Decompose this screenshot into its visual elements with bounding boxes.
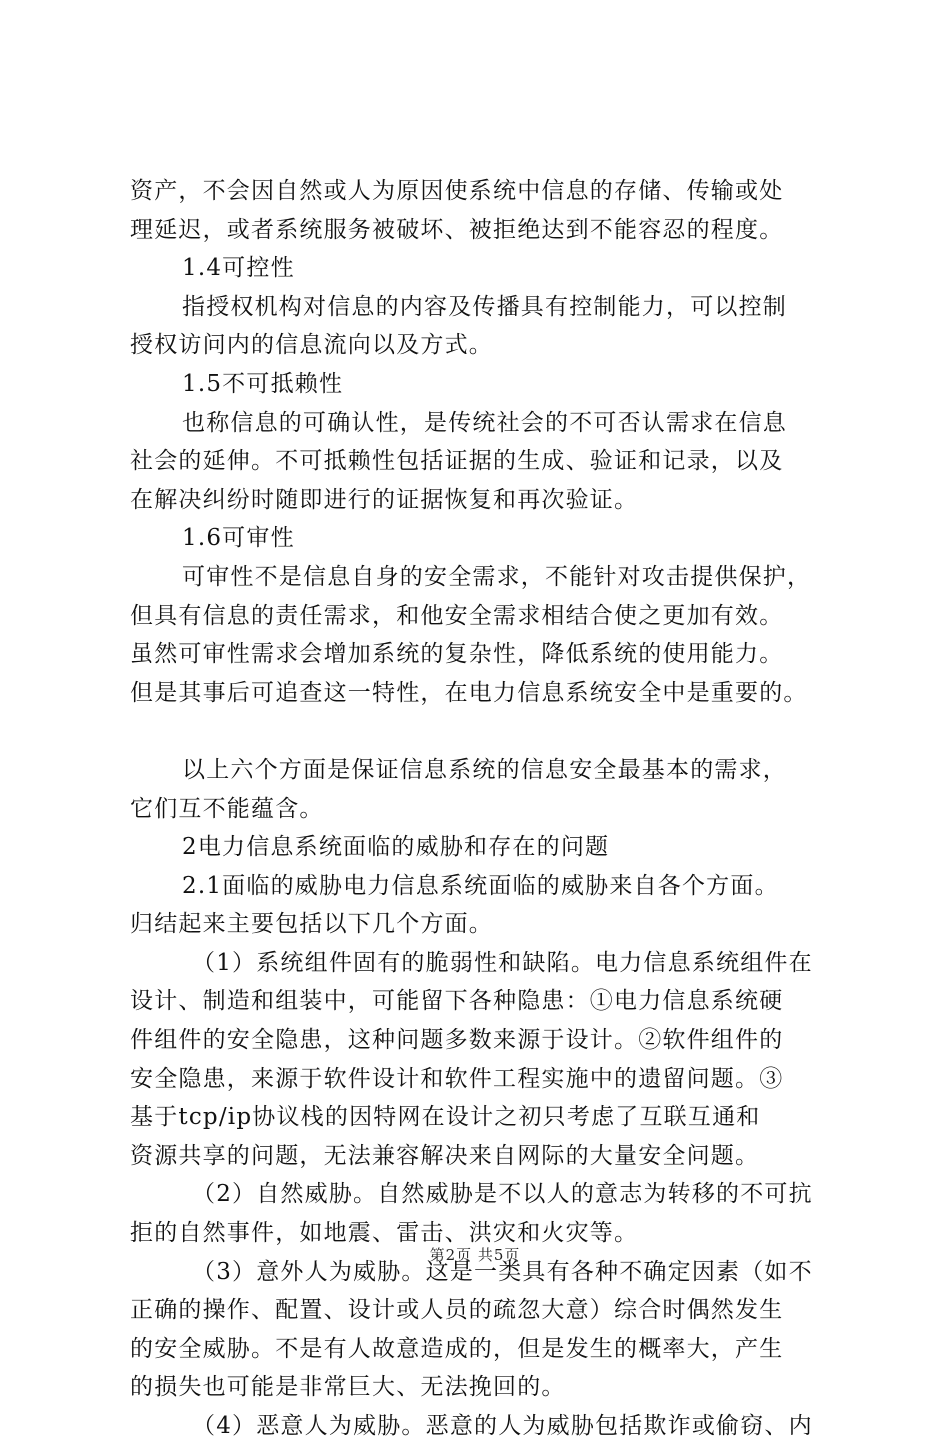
- blank-line: [130, 712, 860, 751]
- text-line: 理延迟，或者系统服务被破坏、被拒绝达到不能容忍的程度。: [130, 216, 784, 243]
- text-line: 它们互不能蕴含。: [130, 795, 324, 822]
- section-heading: 2.1面临的威胁电力信息系统面临的威胁来自各个方面。: [182, 872, 779, 899]
- text-line: 安全隐患，来源于软件设计和软件工程实施中的遗留问题。③: [130, 1065, 784, 1092]
- text-line: 件组件的安全隐患，这种问题多数来源于设计。②软件组件的: [130, 1027, 784, 1054]
- section-heading: 1.4可控性: [182, 255, 295, 282]
- text-line: （4）恶意人为威胁。恶意的人为威胁包括欺诈或偷窃、内: [192, 1413, 813, 1439]
- text-line: 资产，不会因自然或人为原因使系统中信息的存储、传输或处: [130, 178, 784, 204]
- text-line: 基于tcp/ip协议栈的因特网在设计之初只考虑了互联互通和: [130, 1104, 761, 1131]
- section-heading: 1.5不可抵赖性: [182, 370, 344, 397]
- text-line: 也称信息的可确认性，是传统社会的不可否认需求在信息: [182, 409, 787, 436]
- text-line: 在解决纠纷时随即进行的证据恢复和再次验证。: [130, 486, 639, 513]
- text-line: 的安全威胁。不是有人故意造成的，但是发生的概率大，产生: [130, 1335, 784, 1362]
- page-number-footer: 第2页 共5页: [429, 1246, 521, 1264]
- section-heading: 2电力信息系统面临的威胁和存在的问题: [182, 834, 610, 861]
- text-line: 资源共享的问题，无法兼容解决来自网际的大量安全问题。: [130, 1142, 760, 1169]
- text-line: 但是其事后可追查这一特性，在电力信息系统安全中是重要的。: [130, 679, 808, 706]
- text-line: 可审性不是信息自身的安全需求，不能针对攻击提供保护，: [182, 563, 812, 590]
- text-line: 但具有信息的责任需求，和他安全需求相结合使之更加有效。: [130, 602, 784, 629]
- text-line: 虽然可审性需求会增加系统的复杂性，降低系统的使用能力。: [130, 641, 784, 668]
- section-heading: 1.6可审性: [182, 525, 295, 552]
- text-line: 的损失也可能是非常巨大、无法挽回的。: [130, 1374, 566, 1401]
- text-line: 归结起来主要包括以下几个方面。: [130, 911, 493, 938]
- text-line: 以上六个方面是保证信息系统的信息安全最基本的需求，: [182, 756, 787, 783]
- text-line: 指授权机构对信息的内容及传播具有控制能力，可以控制: [182, 293, 787, 320]
- text-line: 授权访问内的信息流向以及方式。: [130, 332, 493, 359]
- text-line: （3）意外人为威胁。这是一类具有各种不确定因素（如不: [192, 1258, 813, 1285]
- text-line: 正确的操作、配置、设计或人员的疏忽大意）综合时偶然发生: [130, 1297, 784, 1324]
- text-line: 社会的延伸。不可抵赖性包括证据的生成、验证和记录，以及: [130, 448, 784, 475]
- text-line: （1）系统组件固有的脆弱性和缺陷。电力信息系统组件在: [192, 949, 813, 976]
- text-line: 设计、制造和组装中，可能留下各种隐患：①电力信息系统硬: [130, 988, 784, 1015]
- text-line: 拒的自然事件，如地震、雷击、洪灾和火灾等。: [130, 1220, 639, 1247]
- text-line: （2）自然威胁。自然威胁是不以人的意志为转移的不可抗: [192, 1181, 813, 1208]
